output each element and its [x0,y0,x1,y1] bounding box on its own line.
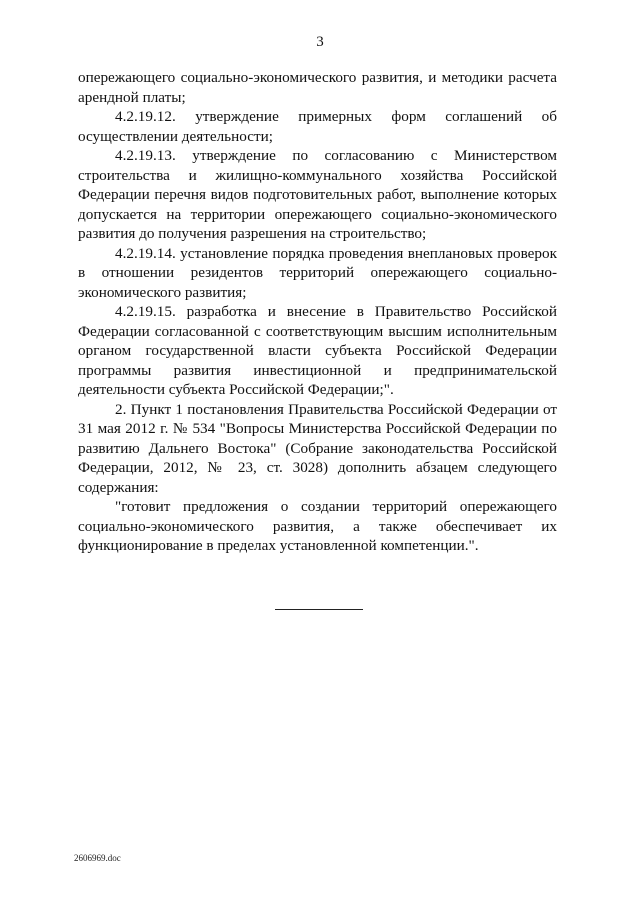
page-number: 3 [316,34,324,50]
document-body [78,68,557,556]
footer-file-code: 2606969.doc [74,853,121,863]
paragraph-4-2-19-12: 4.2.19.12. утверждение примерных форм соглашений об осуществлении деятельности; [78,108,557,145]
paragraph-continuation: опережающего социально-экономического развития, и методики расчета арендной платы; [78,69,557,106]
paragraph-4-2-19-13: 4.2.19.13. утверждение по согласованию с Министерством строительства и жилищно-коммунального хозяйства Российской Федерации перечня видов подготовительных работ, выполнение которых допускается на территории опережающего социально-экономического развития до получения разрешения на строительство; [78,147,557,242]
paragraph-quoted-addition: "готовит предложения о создании территорий опережающего социально-экономического развития, а также обеспечивает их функционирование в пределах установленной компетенции.". [78,498,557,554]
paragraph-item-2: 2. Пункт 1 постановления Правительства Российской Федерации от 31 мая 2012 г. № 534 "Вопросы Министерства Российской Федерации по развитию Дальнего Востока" (Собрание законодательства Российской Федерации, 2012, № 23, ст. 3028) дополнить абзацем следующего содержания: [78,400,557,496]
paragraph-4-2-19-15: 4.2.19.15. разработка и внесение в Правительство Российской Федерации согласованной с соответствующим высшим исполнительным органом государственной власти субъекта Российской Федерации программы развития инвестиционной и предпринимательской деятельности субъекта Российской Федерации;". [78,303,557,398]
paragraph-4-2-19-14: 4.2.19.14. установление порядка проведения внеплановых проверок в отношении резидентов территорий опережающего социально-экономического развития; [78,244,557,301]
end-divider-line [275,609,363,610]
